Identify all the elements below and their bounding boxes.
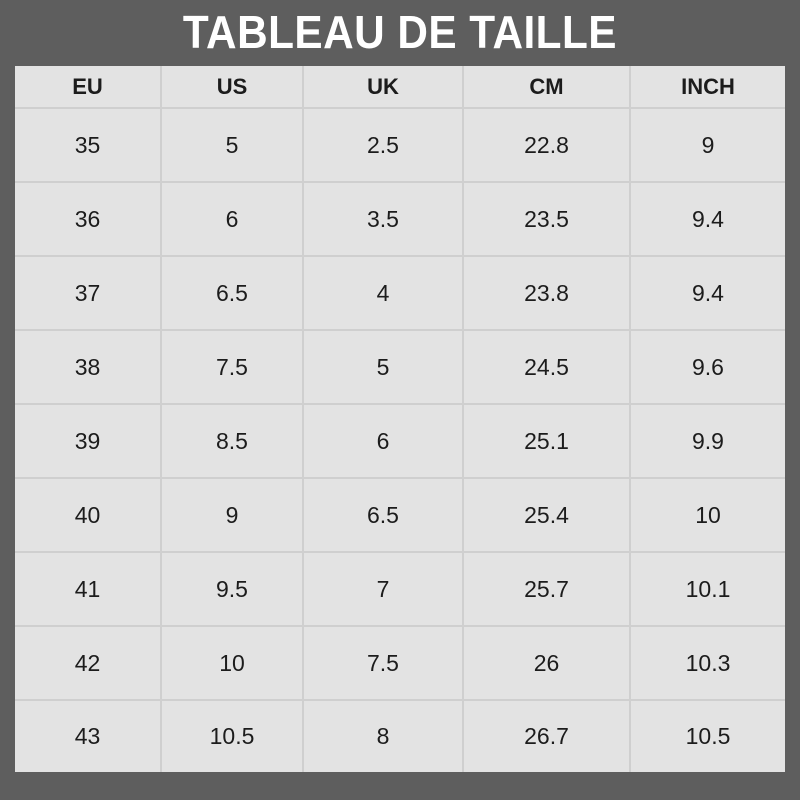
- size-conversion-table: [15, 66, 785, 772]
- cell-cm: 25.1: [463, 404, 630, 478]
- table-row: [15, 404, 785, 478]
- table-row: [15, 182, 785, 256]
- table-row: [15, 330, 785, 404]
- cell-uk: 5: [303, 330, 463, 404]
- column-header-uk: UK: [303, 66, 463, 108]
- page-title: TABLEAU DE TAILLE: [182, 6, 618, 58]
- cell-eu: 40: [15, 478, 161, 552]
- cell-us: 8.5: [161, 404, 303, 478]
- cell-us: 7.5: [161, 330, 303, 404]
- table-row: [15, 700, 785, 772]
- cell-us: 10.5: [161, 700, 303, 772]
- cell-cm: 25.7: [463, 552, 630, 626]
- cell-inch: 9: [630, 108, 785, 182]
- cell-eu: 38: [15, 330, 161, 404]
- cell-uk: 6: [303, 404, 463, 478]
- cell-uk: 7: [303, 552, 463, 626]
- cell-eu: 37: [15, 256, 161, 330]
- column-header-eu: EU: [15, 66, 161, 108]
- cell-eu: 41: [15, 552, 161, 626]
- cell-cm: 26: [463, 626, 630, 700]
- cell-inch: 9.4: [630, 256, 785, 330]
- cell-inch: 10: [630, 478, 785, 552]
- cell-uk: 4: [303, 256, 463, 330]
- cell-us: 5: [161, 108, 303, 182]
- table-row: [15, 626, 785, 700]
- cell-uk: 6.5: [303, 478, 463, 552]
- table-row: [15, 108, 785, 182]
- cell-uk: 7.5: [303, 626, 463, 700]
- title-bar: [0, 0, 800, 64]
- cell-eu: 35: [15, 108, 161, 182]
- cell-eu: 39: [15, 404, 161, 478]
- cell-cm: 25.4: [463, 478, 630, 552]
- column-header-us: US: [161, 66, 303, 108]
- column-header-cm: CM: [463, 66, 630, 108]
- cell-uk: 8: [303, 700, 463, 772]
- cell-cm: 23.8: [463, 256, 630, 330]
- size-table-container: [15, 66, 785, 772]
- table-row: [15, 256, 785, 330]
- cell-us: 6: [161, 182, 303, 256]
- cell-inch: 9.6: [630, 330, 785, 404]
- cell-cm: 23.5: [463, 182, 630, 256]
- cell-inch: 10.3: [630, 626, 785, 700]
- cell-inch: 10.5: [630, 700, 785, 772]
- cell-inch: 10.1: [630, 552, 785, 626]
- table-row: [15, 552, 785, 626]
- cell-cm: 22.8: [463, 108, 630, 182]
- cell-uk: 3.5: [303, 182, 463, 256]
- cell-eu: 42: [15, 626, 161, 700]
- cell-eu: 36: [15, 182, 161, 256]
- column-header-inch: INCH: [630, 66, 785, 108]
- cell-cm: 26.7: [463, 700, 630, 772]
- cell-us: 6.5: [161, 256, 303, 330]
- cell-uk: 2.5: [303, 108, 463, 182]
- cell-inch: 9.4: [630, 182, 785, 256]
- header-row: [15, 66, 785, 108]
- cell-us: 10: [161, 626, 303, 700]
- cell-us: 9: [161, 478, 303, 552]
- table-row: [15, 478, 785, 552]
- cell-eu: 43: [15, 700, 161, 772]
- cell-cm: 24.5: [463, 330, 630, 404]
- cell-us: 9.5: [161, 552, 303, 626]
- cell-inch: 9.9: [630, 404, 785, 478]
